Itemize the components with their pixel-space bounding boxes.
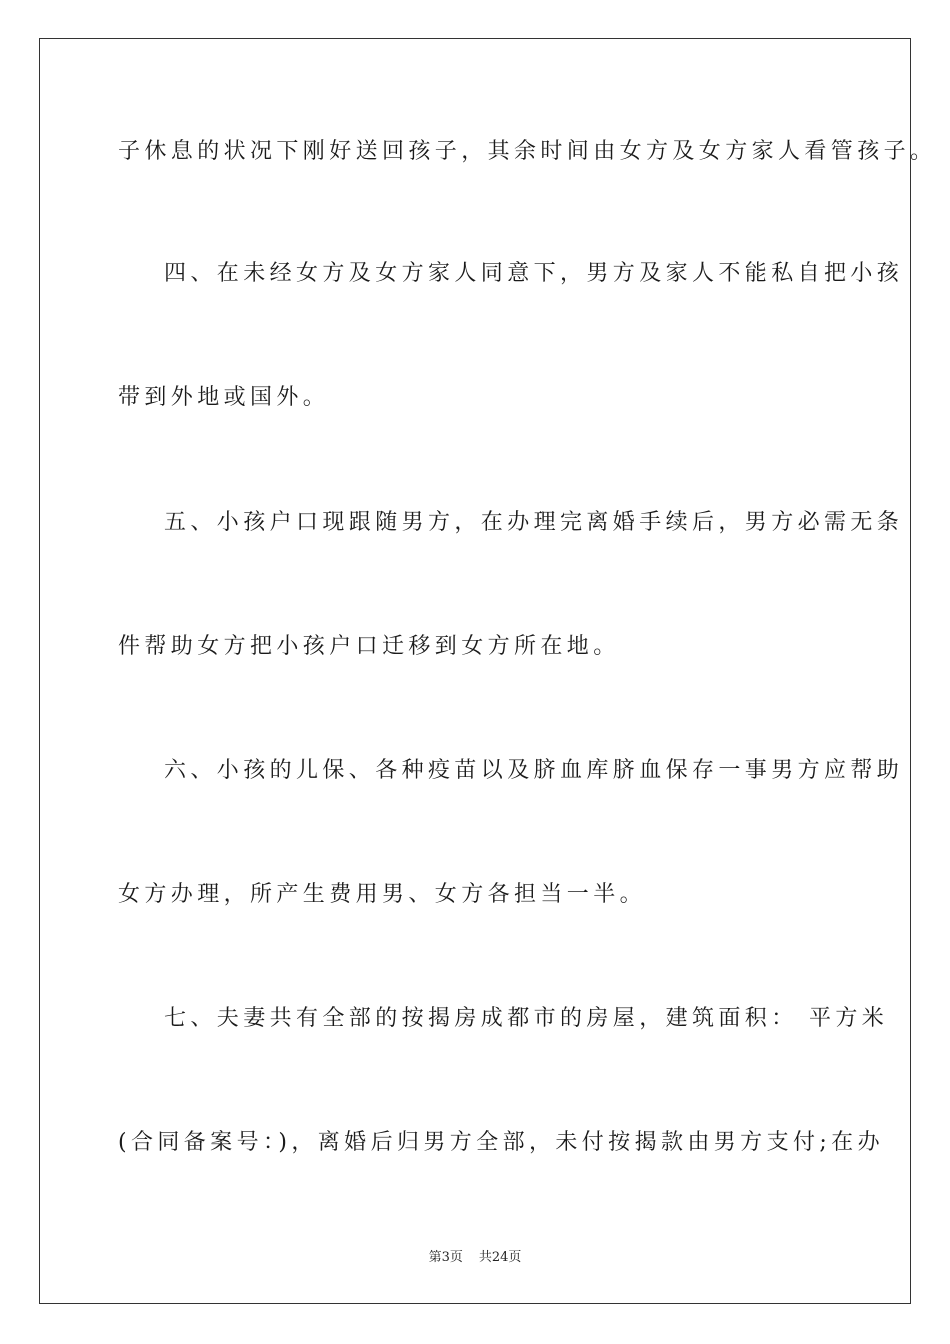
paragraph-line: 四、在未经女方及女方家人同意下，男方及家人不能私自把小孩 [164, 261, 904, 286]
page-footer [0, 1246, 950, 1265]
page-number: 第3页 [428, 1250, 463, 1265]
paragraph-line: (合同备案号：)，离婚后归男方全部，未付按揭款由男方支付;在办 [118, 1130, 884, 1155]
paragraph-line: 子休息的状况下刚好送回孩子，其余时间由女方及女方家人看管孩子。 [118, 139, 937, 164]
page-total: 共24页 [478, 1250, 522, 1265]
paragraph-line: 件帮助女方把小孩户口迁移到女方所在地。 [118, 634, 620, 659]
paragraph-line: 六、小孩的儿保、各种疫苗以及脐血库脐血保存一事男方应帮助 [164, 758, 904, 783]
page-frame [39, 38, 937, 1304]
paragraph-line: 女方办理，所产生费用男、女方各担当一半。 [118, 882, 647, 907]
paragraph-line: 五、小孩户口现跟随男方，在办理完离婚手续后，男方必需无条 [164, 510, 904, 535]
paragraph-line: 七、夫妻共有全部的按揭房成都市的房屋，建筑面积： 平方米 [164, 1006, 889, 1031]
paragraph-line: 带到外地或国外。 [118, 385, 330, 410]
